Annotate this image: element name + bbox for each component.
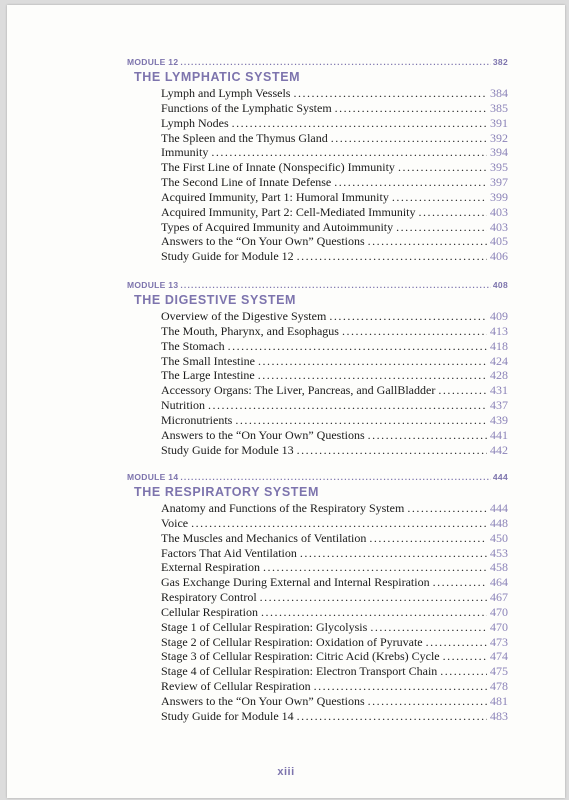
entry-title: The Stomach [161,338,225,353]
entry-title: Factors That Aid Ventilation [161,545,297,560]
module-header [127,471,508,483]
toc-entry[interactable] [161,309,508,324]
entry-title: Stage 4 of Cellular Respiration: Electron Transport Chain [161,664,438,679]
entry-page-number: 394 [490,145,508,160]
entry-title: The Muscles and Mechanics of Ventilation [161,530,367,545]
dot-leader [297,443,487,458]
dot-leader [426,635,487,650]
toc-entry[interactable] [161,354,508,369]
module-title: THE LYMPHATIC SYSTEM [134,70,301,84]
entry-title: Stage 1 of Cellular Respiration: Glycolysis [161,619,368,634]
entry-title: The Second Line of Innate Defense [161,175,332,190]
module-13-section [127,279,508,457]
book-page [7,5,565,798]
entry-title: Stage 3 of Cellular Respiration: Citric Acid (Krebs) Cycle [161,649,440,664]
entry-title: Acquired Immunity, Part 1: Humoral Immunity [161,189,389,204]
module-label: MODULE 13 [127,280,179,290]
entry-title: The Mouth, Pharynx, and Esophagus [161,323,339,338]
toc-entries [161,501,508,724]
dot-leader [293,86,487,101]
dot-leader [235,413,487,428]
entry-page-number: 464 [490,575,508,590]
toc-entry[interactable] [161,220,508,235]
dot-leader [342,324,487,339]
entry-page-number: 428 [490,368,508,383]
dot-leader [297,709,487,724]
entry-title: Anatomy and Functions of the Respiratory System [161,501,405,515]
toc-entry[interactable] [161,546,508,561]
entry-page-number: 441 [490,427,508,442]
dot-leader [211,145,487,160]
entry-page-number: 450 [490,530,508,545]
toc-entry[interactable] [161,649,508,664]
toc-entry[interactable] [161,635,508,650]
dot-leader [180,279,491,291]
dot-leader [396,220,487,235]
entry-title: Study Guide for Module 13 [161,442,294,457]
entry-page-number: 399 [490,189,508,204]
entry-title: Answers to the “On Your Own” Questions [161,693,365,708]
toc-entry[interactable] [161,160,508,175]
toc-entry[interactable] [161,501,508,516]
toc-entry[interactable] [161,116,508,131]
entry-page-number: 442 [490,442,508,457]
module-page-number: 382 [492,57,508,67]
toc-entry[interactable] [161,590,508,605]
dot-leader [392,190,487,205]
toc-entry[interactable] [161,339,508,354]
dot-leader [368,428,487,443]
entry-page-number: 478 [490,679,508,694]
toc-entry[interactable] [161,383,508,398]
entry-title: The Large Intestine [161,368,255,383]
entry-page-number: 403 [490,219,508,234]
entry-page-number: 470 [490,604,508,619]
entry-page-number: 453 [490,545,508,560]
dot-leader [263,560,487,575]
entry-title: External Respiration [161,560,260,575]
module-14-section [127,471,508,724]
toc-entry[interactable] [161,516,508,531]
toc-entry[interactable] [161,205,508,220]
entry-page-number: 391 [490,115,508,130]
toc-entry[interactable] [161,531,508,546]
toc-entries [161,309,508,457]
entry-title: Lymph and Lymph Vessels [161,86,291,100]
dot-leader [335,101,487,116]
entry-title: Immunity [161,145,209,160]
dot-leader [334,175,487,190]
toc-entry[interactable] [161,560,508,575]
entry-title: Acquired Immunity, Part 2: Cell-Mediated Immunity [161,204,416,219]
toc-entry[interactable] [161,324,508,339]
entry-page-number: 467 [490,590,508,605]
module-label: MODULE 14 [127,472,179,482]
toc-entry[interactable] [161,190,508,205]
dot-leader [300,546,487,561]
entry-page-number: 395 [490,160,508,175]
toc-entry[interactable] [161,575,508,590]
entry-title: Review of Cellular Respiration [161,679,311,694]
entry-title: Accessory Organs: The Liver, Pancreas, and GallBladder [161,383,436,398]
module-title: THE RESPIRATORY SYSTEM [134,485,319,499]
entry-page-number: 448 [490,515,508,530]
toc-entry[interactable] [161,145,508,160]
dot-leader [368,234,487,249]
toc-entry[interactable] [161,605,508,620]
dot-leader [419,205,487,220]
entry-title: Stage 2 of Cellular Respiration: Oxidation of Pyruvate [161,634,423,649]
toc-entry[interactable] [161,413,508,428]
entry-page-number: 458 [490,560,508,575]
dot-leader [297,249,487,264]
entry-title: Answers to the “On Your Own” Questions [161,234,365,249]
toc-entry[interactable] [161,249,508,264]
module-page-number: 408 [492,280,508,290]
entry-title: Respiratory Control [161,590,257,605]
entry-title: Lymph Nodes [161,115,229,130]
entry-page-number: 392 [490,130,508,145]
dot-leader [258,354,487,369]
module-header [127,56,508,68]
page-folio: xiii [277,766,295,778]
entry-title: Micronutrients [161,412,233,427]
entry-page-number: 439 [490,412,508,427]
dot-leader [443,649,487,664]
entry-page-number: 405 [490,234,508,249]
entry-page-number: 444 [490,501,508,515]
toc-entry[interactable] [161,398,508,413]
entry-title: The Spleen and the Thymus Gland [161,130,328,145]
toc-entry[interactable] [161,175,508,190]
dot-leader [208,398,487,413]
toc-entry[interactable] [161,620,508,635]
entry-page-number: 424 [490,353,508,368]
entry-page-number: 403 [490,204,508,219]
entry-title: The Small Intestine [161,353,255,368]
toc-entry[interactable] [161,679,508,694]
dot-leader [260,590,487,605]
entry-page-number: 481 [490,693,508,708]
entry-page-number: 409 [490,309,508,323]
dot-leader [438,383,487,398]
entry-page-number: 384 [490,86,508,100]
entry-title: Overview of the Digestive System [161,309,327,323]
module-header [127,279,508,291]
entry-page-number: 474 [490,649,508,664]
entry-title: Nutrition [161,398,205,413]
dot-leader [369,531,487,546]
toc-entry[interactable] [161,664,508,679]
dot-leader [232,116,487,131]
entry-title: Functions of the Lymphatic System [161,100,332,115]
entry-page-number: 473 [490,634,508,649]
entry-page-number: 431 [490,383,508,398]
entry-page-number: 470 [490,619,508,634]
entry-page-number: 437 [490,398,508,413]
toc-entry[interactable] [161,131,508,146]
dot-leader [329,309,487,324]
entry-page-number: 406 [490,249,508,264]
dot-leader [368,694,487,709]
dot-leader [258,368,487,383]
dot-leader [228,339,487,354]
toc-entry[interactable] [161,443,508,458]
dot-leader [433,575,487,590]
entry-title: Answers to the “On Your Own” Questions [161,427,365,442]
module-label: MODULE 12 [127,57,179,67]
entry-page-number: 483 [490,708,508,723]
toc-entry[interactable] [161,694,508,709]
entry-page-number: 475 [490,664,508,679]
toc-entry[interactable] [161,428,508,443]
dot-leader [407,501,487,516]
dot-leader [440,664,487,679]
entry-title: The First Line of Innate (Nonspecific) Immunity [161,160,395,175]
entry-title: Gas Exchange During External and Internal Respiration [161,575,430,590]
entry-title: Voice [161,515,189,530]
entry-page-number: 397 [490,175,508,190]
dot-leader [261,605,487,620]
module-page-number: 444 [492,472,508,482]
module-12-section [127,56,508,264]
module-title: THE DIGESTIVE SYSTEM [134,293,297,307]
dot-leader [398,160,487,175]
dot-leader [331,131,487,146]
entry-title: Study Guide for Module 14 [161,708,294,723]
entry-title: Study Guide for Module 12 [161,249,294,264]
entry-title: Types of Acquired Immunity and Autoimmunity [161,219,394,234]
toc-entry[interactable] [161,86,508,101]
entry-page-number: 418 [490,338,508,353]
entry-page-number: 385 [490,100,508,115]
toc-entry[interactable] [161,368,508,383]
entry-title: Cellular Respiration [161,604,258,619]
dot-leader [191,516,487,531]
toc-entry[interactable] [161,101,508,116]
dot-leader [180,471,491,483]
toc-entries [161,86,508,264]
toc-entry[interactable] [161,234,508,249]
entry-page-number: 413 [490,323,508,338]
dot-leader [314,679,487,694]
toc-entry[interactable] [161,709,508,724]
dot-leader [180,56,491,68]
dot-leader [370,620,487,635]
